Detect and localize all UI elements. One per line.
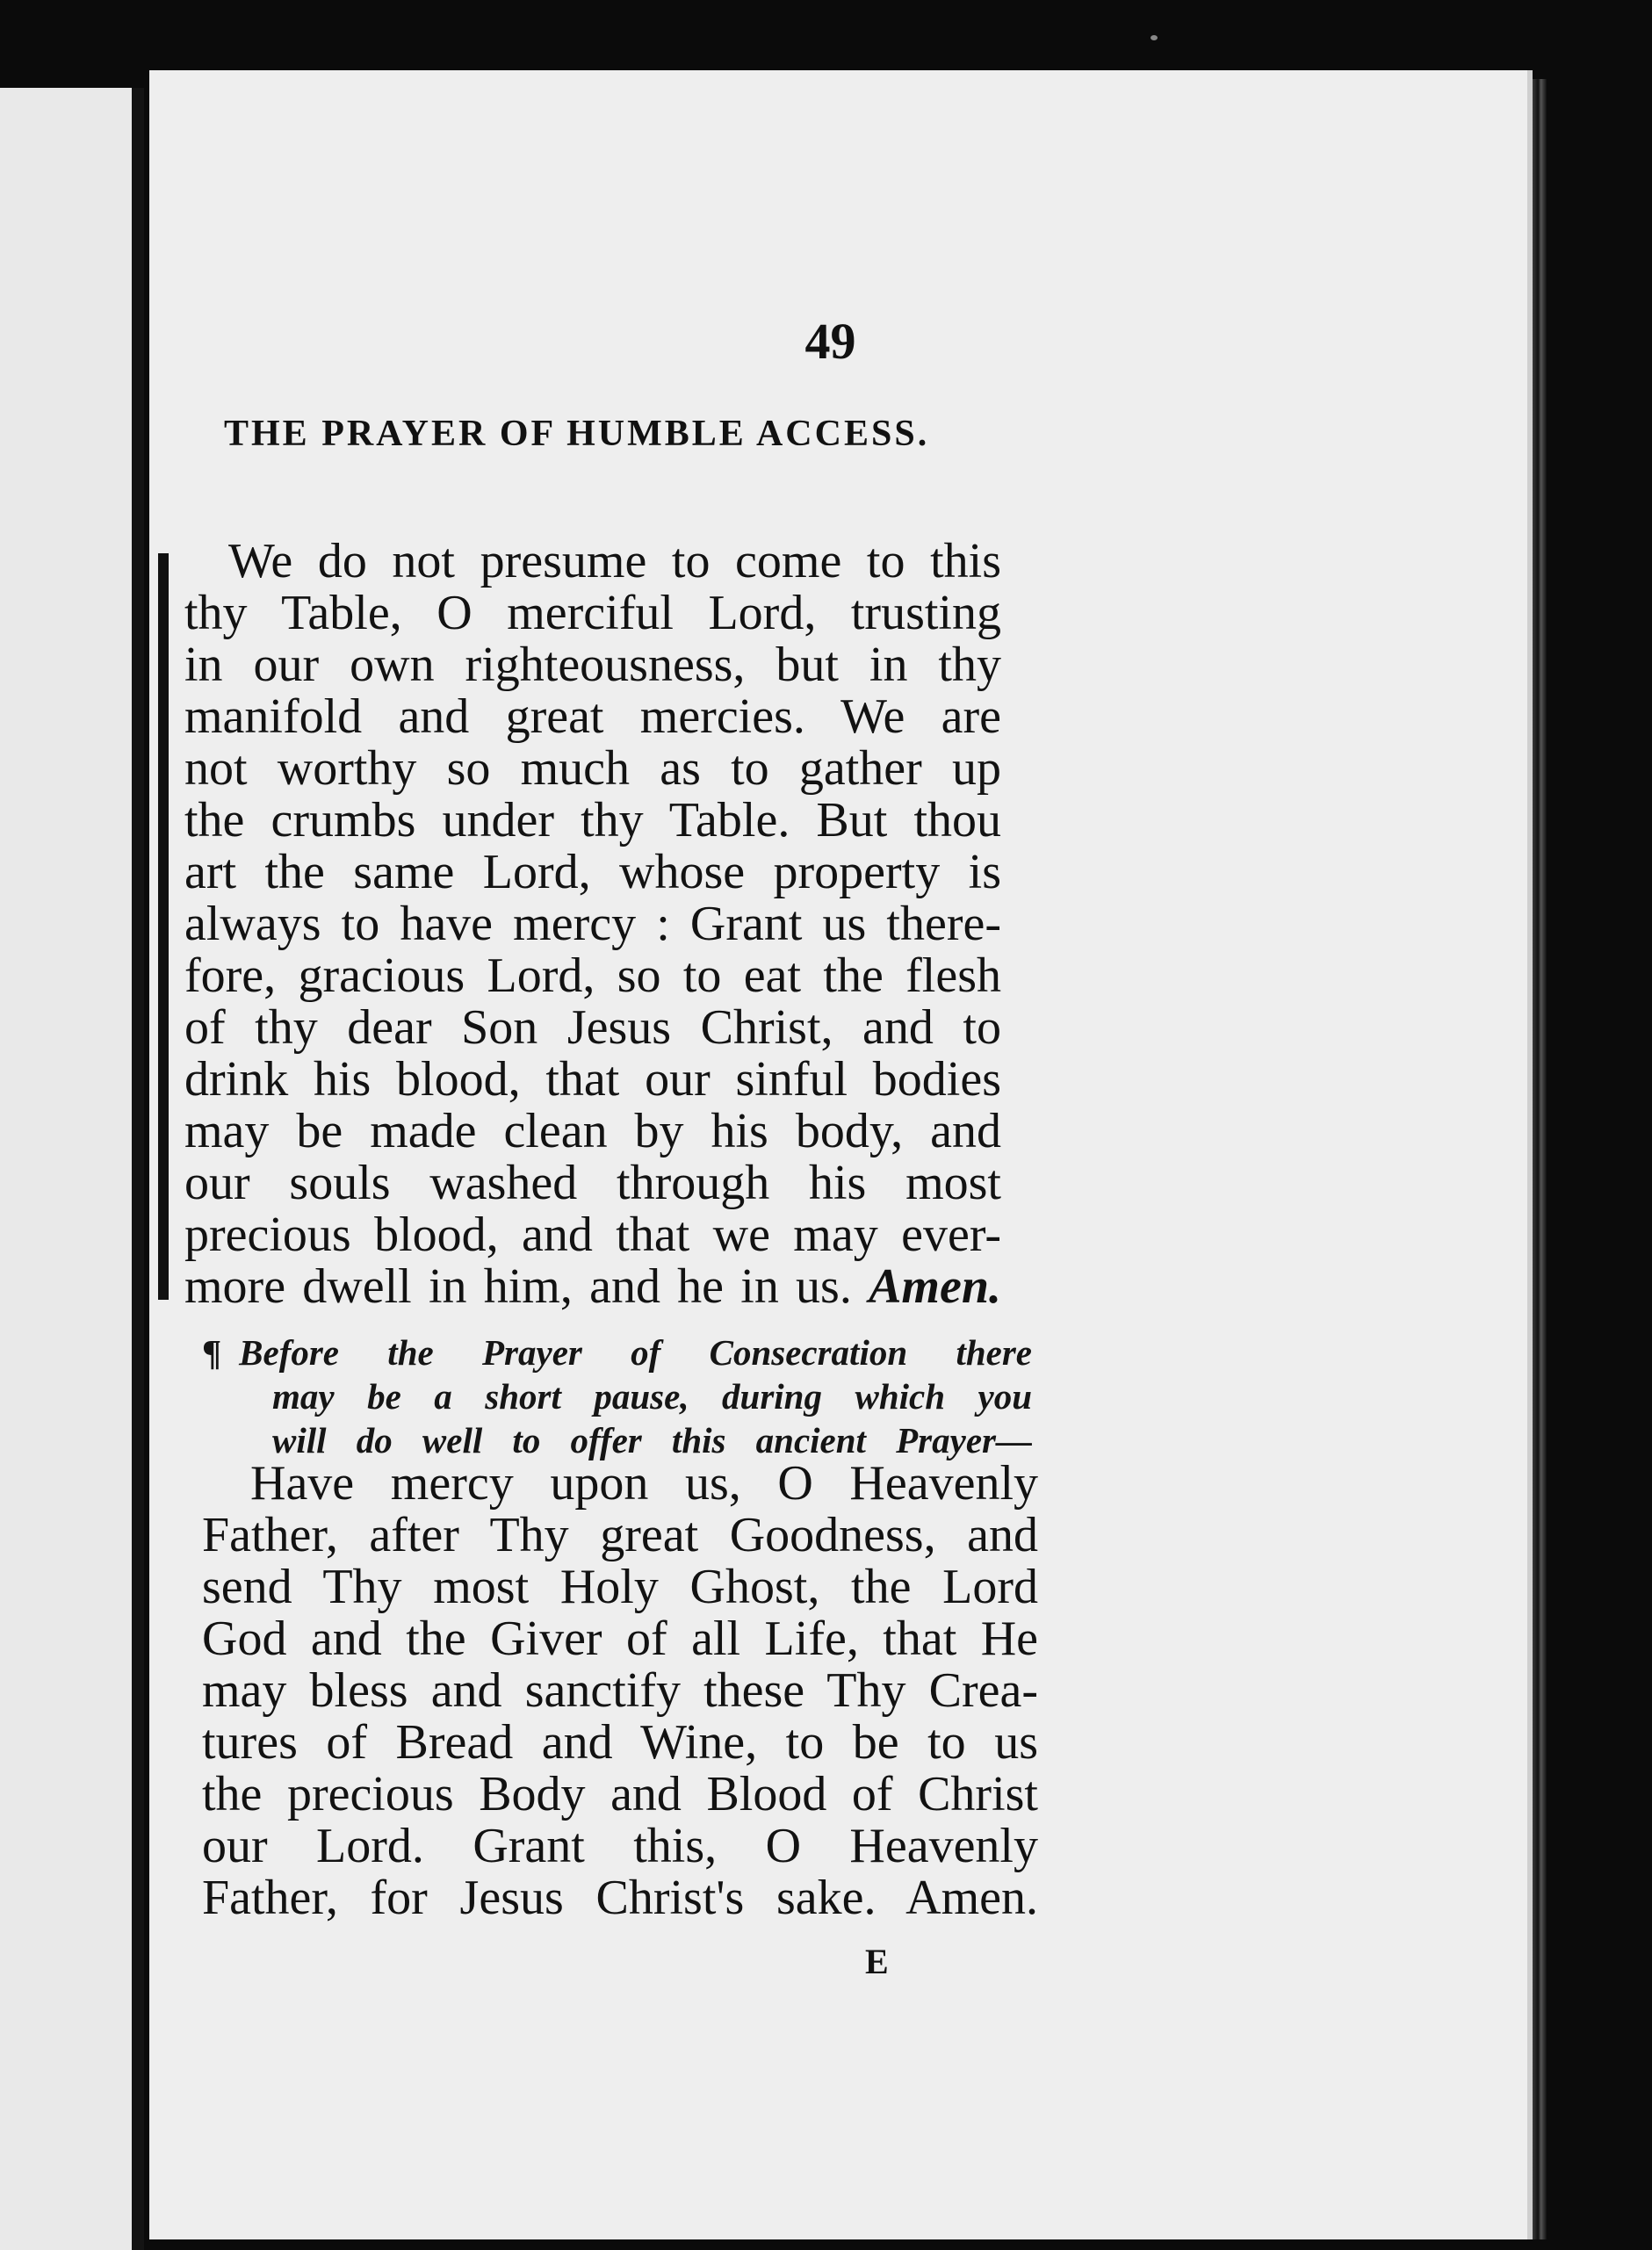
prayer-consecration bbox=[202, 1458, 1038, 1924]
text-line: art the same Lord, whose property is bbox=[184, 845, 1001, 899]
text-line: more dwell in him, and he in us. bbox=[184, 1259, 852, 1314]
text-line: fore, gracious Lord, so to eat the flesh bbox=[184, 948, 1001, 1003]
text-line: the crumbs under thy Table. But thou bbox=[184, 793, 1001, 847]
text-line: drink his blood, that our sinful bodies bbox=[184, 1052, 1001, 1107]
text-line: manifold and great mercies. We are bbox=[184, 689, 1001, 744]
text-line: not worthy so much as to gather up bbox=[184, 741, 1001, 796]
text-line: may be made clean by his body, and bbox=[184, 1104, 1001, 1158]
page-speck bbox=[1151, 35, 1158, 40]
signature-mark: E bbox=[865, 1942, 889, 1981]
margin-rule bbox=[158, 553, 169, 1300]
text-line: of thy dear Son Jesus Christ, and to bbox=[184, 1000, 1001, 1055]
text-line: our souls washed through his most bbox=[184, 1156, 1001, 1210]
text-line: send Thy most Holy Ghost, the Lord bbox=[202, 1560, 1038, 1614]
text-line: the precious Body and Blood of Christ bbox=[202, 1767, 1038, 1821]
rubric-line: may be a short pause, during which you bbox=[272, 1376, 1032, 1417]
pilcrow-icon: ¶ bbox=[202, 1332, 222, 1373]
text-line: in our own righteousness, but in thy bbox=[184, 638, 1001, 692]
text-line: Father, after Thy great Goodness, and bbox=[202, 1508, 1038, 1562]
amen-italic: Amen. bbox=[869, 1259, 1001, 1314]
rubric-text: Before the Prayer of Consecration there bbox=[239, 1332, 1032, 1373]
text-line: always to have mercy : Grant us there- bbox=[184, 897, 1001, 951]
page-binding-edge bbox=[1533, 79, 1547, 2239]
text-line: Have mercy upon us, O Heavenly bbox=[250, 1456, 1038, 1511]
rubric-line: will do well to offer this ancient Prayer— bbox=[272, 1420, 1032, 1460]
prayer-humble-access bbox=[184, 536, 1001, 1313]
section-heading: THE PRAYER OF HUMBLE ACCESS. bbox=[224, 414, 930, 454]
text-line: God and the Giver of all Life, that He bbox=[202, 1612, 1038, 1666]
rubric-line bbox=[202, 1331, 1032, 1374]
text-line: We do not presume to come to this bbox=[228, 534, 1001, 588]
page-number: 49 bbox=[804, 313, 856, 370]
facing-page-edge bbox=[0, 88, 144, 2250]
rubric-note bbox=[202, 1331, 1032, 1462]
text-line: precious blood, and that we may ever- bbox=[184, 1208, 1001, 1262]
text-line: may bless and sanctify these Thy Crea- bbox=[202, 1663, 1038, 1718]
text-line: tures of Bread and Wine, to be to us bbox=[202, 1715, 1038, 1770]
text-line: Father, for Jesus Christ's sake. Amen. bbox=[202, 1871, 1038, 1925]
text-line-final bbox=[184, 1261, 1001, 1313]
text-line: our Lord. Grant this, O Heavenly bbox=[202, 1819, 1038, 1873]
text-line: thy Table, O merciful Lord, trusting bbox=[184, 586, 1001, 640]
